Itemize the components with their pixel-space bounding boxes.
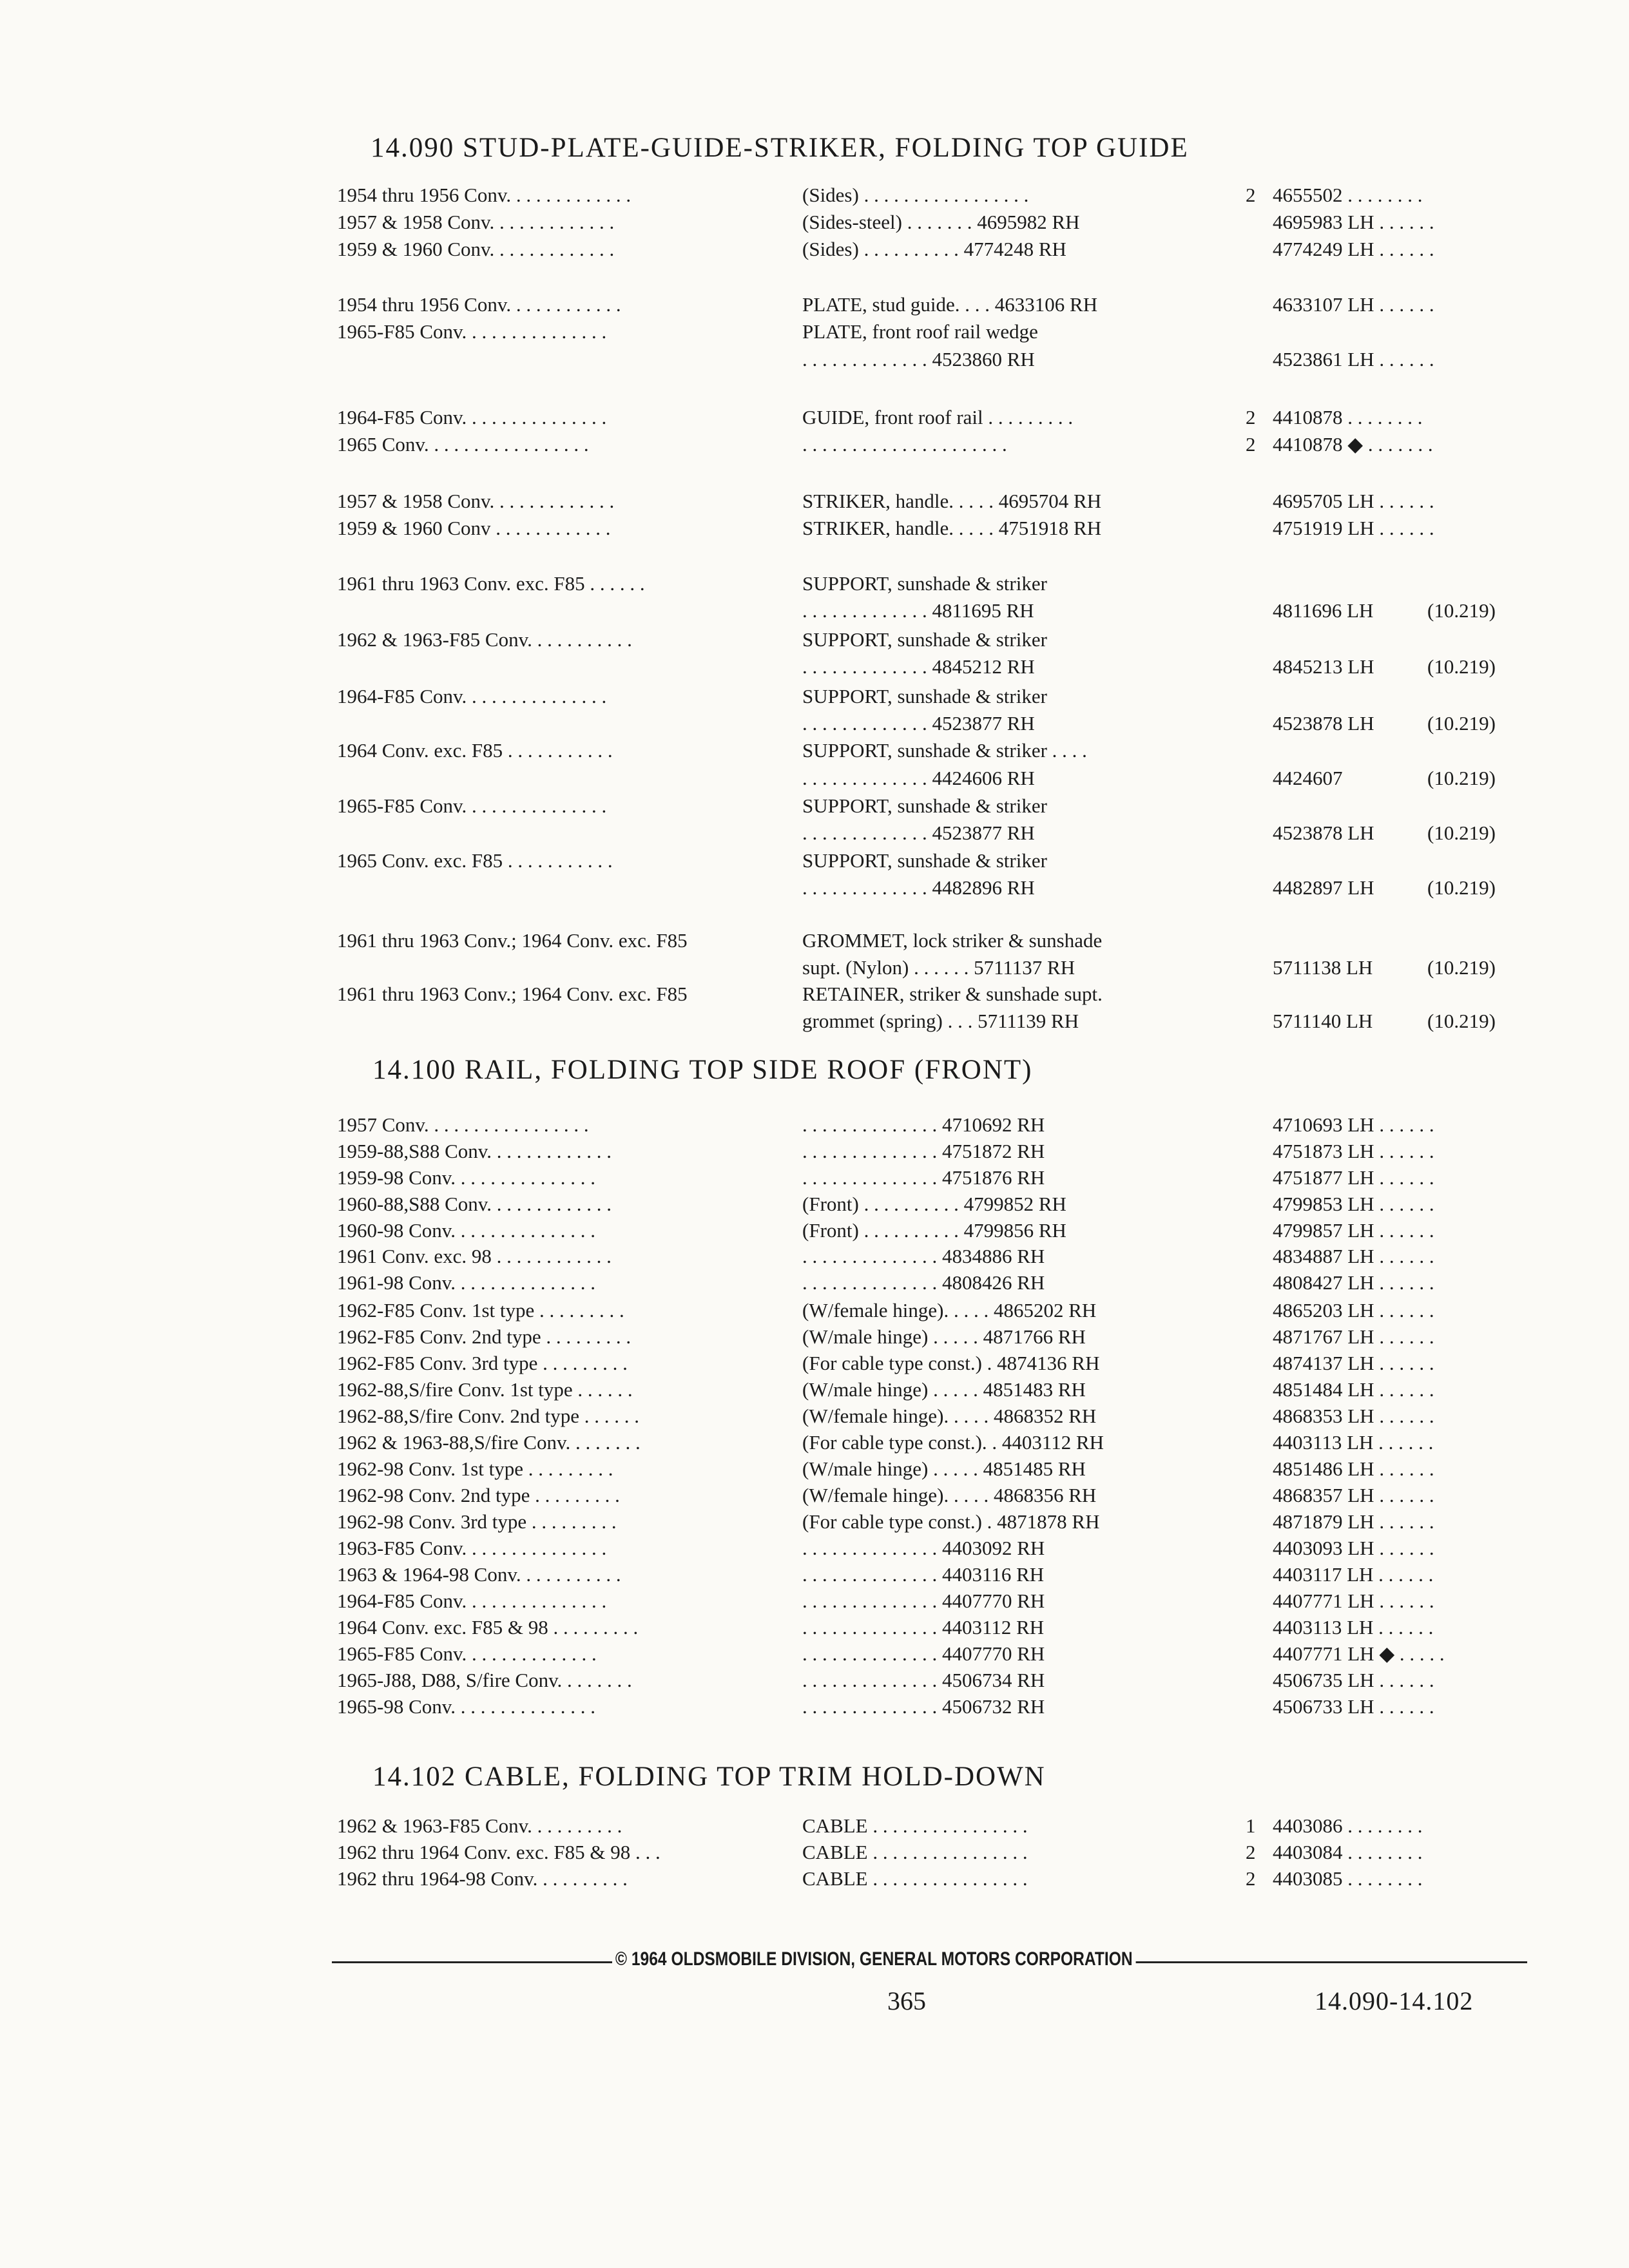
part-qty: 1 bbox=[1246, 1814, 1256, 1837]
part-desc: STRIKER, handle. . . . . 4751918 RH bbox=[802, 517, 1102, 539]
part-lh: 4710693 LH . . . . . . bbox=[1273, 1113, 1434, 1136]
part-lh: 4424607 bbox=[1273, 767, 1343, 789]
part-lh: 4633107 LH . . . . . . bbox=[1273, 293, 1434, 316]
part-row bbox=[0, 293, 1629, 322]
part-lh: 4799857 LH . . . . . . bbox=[1273, 1219, 1434, 1242]
page-number: 365 bbox=[887, 1986, 926, 2015]
part-lh: 4868353 LH . . . . . . bbox=[1273, 1405, 1434, 1427]
part-desc: . . . . . . . . . . . . . . 4403116 RH bbox=[802, 1563, 1045, 1586]
part-row bbox=[0, 238, 1629, 266]
part-row bbox=[0, 1431, 1629, 1459]
part-desc: (For cable type const.). . 4403112 RH bbox=[802, 1431, 1104, 1454]
part-desc: (W/male hinge) . . . . . 4871766 RH bbox=[802, 1325, 1086, 1348]
part-desc: . . . . . . . . . . . . . . 4751876 RH bbox=[802, 1166, 1045, 1189]
part-lh: 4808427 LH . . . . . . bbox=[1273, 1271, 1434, 1294]
part-row bbox=[0, 655, 1629, 684]
part-row bbox=[0, 1867, 1629, 1896]
part-model: 1962 thru 1964-98 Conv. . . . . . . . . . bbox=[337, 1867, 628, 1890]
part-desc: . . . . . . . . . . . . . . . . . . . . . bbox=[802, 433, 1007, 456]
part-desc: SUPPORT, sunshade & striker bbox=[802, 849, 1047, 872]
part-row bbox=[0, 1695, 1629, 1724]
part-row bbox=[0, 1590, 1629, 1618]
part-desc: (W/male hinge) . . . . . 4851483 RH bbox=[802, 1378, 1086, 1401]
part-desc: (For cable type const.) . 4874136 RH bbox=[802, 1352, 1100, 1374]
part-desc: . . . . . . . . . . . . . . 4407770 RH bbox=[802, 1590, 1045, 1612]
part-row bbox=[0, 1616, 1629, 1644]
part-lh: 5711138 LH bbox=[1273, 956, 1373, 979]
part-row bbox=[0, 1010, 1629, 1038]
part-desc: . . . . . . . . . . . . . . 4407770 RH bbox=[802, 1642, 1045, 1665]
part-row bbox=[0, 1669, 1629, 1697]
part-model: 1964-F85 Conv. . . . . . . . . . . . . . . bbox=[337, 1590, 607, 1612]
section-heading-14-090: 14.090 STUD-PLATE-GUIDE-STRIKER, FOLDING TOP GUIDE bbox=[371, 133, 1189, 163]
part-lh: 4403117 LH . . . . . . bbox=[1273, 1563, 1434, 1586]
part-lh: 4523878 LH bbox=[1273, 712, 1374, 735]
part-ref: (10.219) bbox=[1427, 767, 1496, 789]
part-desc: . . . . . . . . . . . . . 4482896 RH bbox=[802, 876, 1035, 899]
part-model: 1964 Conv. exc. F85 . . . . . . . . . . . bbox=[337, 739, 613, 762]
part-model: 1962-F85 Conv. 2nd type . . . . . . . . . bbox=[337, 1325, 631, 1348]
part-model: 1960-98 Conv. . . . . . . . . . . . . . . bbox=[337, 1219, 595, 1242]
part-desc: . . . . . . . . . . . . . 4845212 RH bbox=[802, 655, 1035, 678]
part-lh: 4506733 LH . . . . . . bbox=[1273, 1695, 1434, 1718]
part-lh: 4403093 LH . . . . . . bbox=[1273, 1537, 1434, 1559]
part-lh: 4523878 LH bbox=[1273, 822, 1374, 844]
part-ref: (10.219) bbox=[1427, 655, 1496, 678]
part-lh: 4845213 LH bbox=[1273, 655, 1374, 678]
part-lh: 4871767 LH . . . . . . bbox=[1273, 1325, 1434, 1348]
part-row bbox=[0, 822, 1629, 850]
part-desc: RETAINER, striker & sunshade supt. bbox=[802, 983, 1103, 1005]
part-ref: (10.219) bbox=[1427, 956, 1496, 979]
part-ref: (10.219) bbox=[1427, 1010, 1496, 1032]
part-desc: . . . . . . . . . . . . . . 4403112 RH bbox=[802, 1616, 1045, 1639]
part-desc: SUPPORT, sunshade & striker bbox=[802, 685, 1047, 707]
part-desc: (W/female hinge). . . . . 4865202 RH bbox=[802, 1299, 1097, 1321]
part-row bbox=[0, 348, 1629, 376]
part-row bbox=[0, 184, 1629, 212]
part-row bbox=[0, 1484, 1629, 1512]
part-row bbox=[0, 1563, 1629, 1591]
part-qty: 2 bbox=[1246, 433, 1256, 456]
part-lh: 4851484 LH . . . . . . bbox=[1273, 1378, 1434, 1401]
part-desc: STRIKER, handle. . . . . 4695704 RH bbox=[802, 490, 1102, 512]
part-row bbox=[0, 929, 1629, 957]
part-desc: grommet (spring) . . . 5711139 RH bbox=[802, 1010, 1079, 1032]
part-model: 1965-98 Conv. . . . . . . . . . . . . . . bbox=[337, 1695, 595, 1718]
part-model: 1961-98 Conv. . . . . . . . . . . . . . . bbox=[337, 1271, 595, 1294]
part-model: 1964-F85 Conv. . . . . . . . . . . . . . . bbox=[337, 406, 607, 428]
part-row bbox=[0, 685, 1629, 713]
part-desc: supt. (Nylon) . . . . . . 5711137 RH bbox=[802, 956, 1075, 979]
part-row bbox=[0, 211, 1629, 239]
part-row bbox=[0, 1113, 1629, 1142]
section-range: 14.090-14.102 bbox=[1315, 1986, 1474, 2015]
part-model: 1962 & 1963-F85 Conv. . . . . . . . . . bbox=[337, 1814, 622, 1837]
part-desc: PLATE, front roof rail wedge bbox=[802, 320, 1038, 343]
part-lh: 4865203 LH . . . . . . bbox=[1273, 1299, 1434, 1321]
part-ref: (10.219) bbox=[1427, 876, 1496, 899]
part-desc: (Front) . . . . . . . . . . 4799856 RH bbox=[802, 1219, 1066, 1242]
part-lh: 4874137 LH . . . . . . bbox=[1273, 1352, 1434, 1374]
part-model: 1960-88,S88 Conv. . . . . . . . . . . . . bbox=[337, 1193, 612, 1215]
part-desc: . . . . . . . . . . . . . 4523860 RH bbox=[802, 348, 1035, 370]
part-model: 1961 Conv. exc. 98 . . . . . . . . . . . . bbox=[337, 1245, 612, 1267]
part-model: 1961 thru 1963 Conv. exc. F85 . . . . . . bbox=[337, 572, 645, 595]
part-desc: SUPPORT, sunshade & striker bbox=[802, 572, 1047, 595]
part-row bbox=[0, 1841, 1629, 1869]
part-model: 1962-88,S/fire Conv. 1st type . . . . . . bbox=[337, 1378, 633, 1401]
part-row bbox=[0, 1457, 1629, 1486]
part-row bbox=[0, 1510, 1629, 1539]
part-model: 1963-F85 Conv. . . . . . . . . . . . . . . bbox=[337, 1537, 607, 1559]
part-row bbox=[0, 490, 1629, 518]
part-lh: 4834887 LH . . . . . . bbox=[1273, 1245, 1434, 1267]
part-desc: (Front) . . . . . . . . . . 4799852 RH bbox=[802, 1193, 1066, 1215]
part-model: 1965-J88, D88, S/fire Conv. . . . . . . . bbox=[337, 1669, 632, 1691]
part-desc: (For cable type const.) . 4871878 RH bbox=[802, 1510, 1100, 1533]
part-row bbox=[0, 1814, 1629, 1843]
part-desc: . . . . . . . . . . . . . . 4751872 RH bbox=[802, 1140, 1045, 1162]
part-row bbox=[0, 1299, 1629, 1327]
part-lh: 4407771 LH ◆ . . . . . bbox=[1273, 1642, 1445, 1665]
part-desc: . . . . . . . . . . . . . . 4710692 RH bbox=[802, 1113, 1045, 1136]
part-desc: GUIDE, front roof rail . . . . . . . . . bbox=[802, 406, 1074, 428]
part-lh: 4799853 LH . . . . . . bbox=[1273, 1193, 1434, 1215]
part-lh: 4751873 LH . . . . . . bbox=[1273, 1140, 1434, 1162]
part-desc: CABLE . . . . . . . . . . . . . . . . bbox=[802, 1841, 1028, 1863]
part-qty: 2 bbox=[1246, 184, 1256, 206]
part-model: 1957 Conv. . . . . . . . . . . . . . . . . bbox=[337, 1113, 589, 1136]
part-desc: (W/male hinge) . . . . . 4851485 RH bbox=[802, 1457, 1086, 1480]
section-heading-14-100: 14.100 RAIL, FOLDING TOP SIDE ROOF (FRONT) bbox=[372, 1055, 1033, 1085]
part-row bbox=[0, 406, 1629, 434]
part-desc: . . . . . . . . . . . . . . 4403092 RH bbox=[802, 1537, 1045, 1559]
part-row bbox=[0, 1166, 1629, 1195]
part-desc: . . . . . . . . . . . . . 4523877 RH bbox=[802, 822, 1035, 844]
part-ref: (10.219) bbox=[1427, 712, 1496, 735]
part-desc: CABLE . . . . . . . . . . . . . . . . bbox=[802, 1814, 1028, 1837]
part-model: 1959 & 1960 Conv. . . . . . . . . . . . . bbox=[337, 238, 615, 260]
part-row bbox=[0, 1271, 1629, 1300]
part-row bbox=[0, 1193, 1629, 1221]
copyright-line: © 1964 OLDSMOBILE DIVISION, GENERAL MOTORS CORPORATION bbox=[612, 1948, 1136, 1970]
part-ref: (10.219) bbox=[1427, 599, 1496, 622]
part-desc: SUPPORT, sunshade & striker . . . . bbox=[802, 739, 1087, 762]
part-desc: . . . . . . . . . . . . . 4523877 RH bbox=[802, 712, 1035, 735]
part-row bbox=[0, 876, 1629, 905]
part-model: 1965 Conv. . . . . . . . . . . . . . . . . bbox=[337, 433, 589, 456]
part-row bbox=[0, 517, 1629, 545]
part-model: 1965-F85 Conv. . . . . . . . . . . . . . bbox=[337, 1642, 597, 1665]
part-model: 1962-F85 Conv. 1st type . . . . . . . . . bbox=[337, 1299, 624, 1321]
part-model: 1965 Conv. exc. F85 . . . . . . . . . . . bbox=[337, 849, 613, 872]
part-model: 1962-98 Conv. 3rd type . . . . . . . . . bbox=[337, 1510, 617, 1533]
part-row bbox=[0, 983, 1629, 1011]
part-model: 1962-98 Conv. 2nd type . . . . . . . . . bbox=[337, 1484, 620, 1506]
part-row bbox=[0, 1537, 1629, 1565]
part-model: 1954 thru 1956 Conv. . . . . . . . . . . . . bbox=[337, 184, 631, 206]
part-desc: CABLE . . . . . . . . . . . . . . . . bbox=[802, 1867, 1028, 1890]
part-model: 1965-F85 Conv. . . . . . . . . . . . . . . bbox=[337, 320, 607, 343]
part-row bbox=[0, 1245, 1629, 1273]
part-row bbox=[0, 1642, 1629, 1671]
part-lh: 4851486 LH . . . . . . bbox=[1273, 1457, 1434, 1480]
part-ref: (10.219) bbox=[1427, 822, 1496, 844]
part-model: 1962-98 Conv. 1st type . . . . . . . . . bbox=[337, 1457, 613, 1480]
part-row bbox=[0, 849, 1629, 878]
part-lh: 4403084 . . . . . . . . bbox=[1273, 1841, 1423, 1863]
part-desc: GROMMET, lock striker & sunshade bbox=[802, 929, 1103, 952]
part-model: 1957 & 1958 Conv. . . . . . . . . . . . . bbox=[337, 490, 615, 512]
part-row bbox=[0, 1325, 1629, 1354]
part-model: 1965-F85 Conv. . . . . . . . . . . . . . . bbox=[337, 794, 607, 817]
part-row bbox=[0, 1140, 1629, 1168]
part-model: 1959-98 Conv. . . . . . . . . . . . . . . bbox=[337, 1166, 595, 1189]
part-desc: SUPPORT, sunshade & striker bbox=[802, 628, 1047, 651]
section-heading-14-102: 14.102 CABLE, FOLDING TOP TRIM HOLD-DOWN bbox=[372, 1762, 1046, 1792]
part-lh: 4506735 LH . . . . . . bbox=[1273, 1669, 1434, 1691]
part-model: 1962-88,S/fire Conv. 2nd type . . . . . . bbox=[337, 1405, 639, 1427]
part-desc: PLATE, stud guide. . . . 4633106 RH bbox=[802, 293, 1098, 316]
part-lh: 4774249 LH . . . . . . bbox=[1273, 238, 1434, 260]
part-lh: 4811696 LH bbox=[1273, 599, 1374, 622]
part-desc: . . . . . . . . . . . . . 4811695 RH bbox=[802, 599, 1034, 622]
part-lh: 4695705 LH . . . . . . bbox=[1273, 490, 1434, 512]
part-model: 1962 & 1963-88,S/fire Conv. . . . . . . . bbox=[337, 1431, 641, 1454]
part-row bbox=[0, 433, 1629, 461]
part-qty: 2 bbox=[1246, 1867, 1256, 1890]
part-desc: (W/female hinge). . . . . 4868356 RH bbox=[802, 1484, 1097, 1506]
part-lh: 4751919 LH . . . . . . bbox=[1273, 517, 1434, 539]
part-desc: (W/female hinge). . . . . 4868352 RH bbox=[802, 1405, 1097, 1427]
part-model: 1961 thru 1963 Conv.; 1964 Conv. exc. F85 bbox=[337, 983, 688, 1005]
part-model: 1964-F85 Conv. . . . . . . . . . . . . . . bbox=[337, 685, 607, 707]
part-desc: SUPPORT, sunshade & striker bbox=[802, 794, 1047, 817]
part-row bbox=[0, 767, 1629, 795]
part-lh: 5711140 LH bbox=[1273, 1010, 1373, 1032]
part-row bbox=[0, 956, 1629, 985]
part-lh: 4410878 ◆ . . . . . . . bbox=[1273, 433, 1433, 456]
part-lh: 4403085 . . . . . . . . bbox=[1273, 1867, 1423, 1890]
part-lh: 4403086 . . . . . . . . bbox=[1273, 1814, 1423, 1837]
part-lh: 4410878 . . . . . . . . bbox=[1273, 406, 1423, 428]
part-lh: 4655502 . . . . . . . . bbox=[1273, 184, 1423, 206]
part-model: 1961 thru 1963 Conv.; 1964 Conv. exc. F85 bbox=[337, 929, 688, 952]
part-lh: 4482897 LH bbox=[1273, 876, 1374, 899]
part-lh: 4403113 LH . . . . . . bbox=[1273, 1431, 1434, 1454]
part-row bbox=[0, 712, 1629, 740]
part-desc: (Sides) . . . . . . . . . . 4774248 RH bbox=[802, 238, 1066, 260]
part-row bbox=[0, 794, 1629, 823]
part-qty: 2 bbox=[1246, 1841, 1256, 1863]
part-desc: (Sides-steel) . . . . . . . 4695982 RH bbox=[802, 211, 1080, 233]
part-row bbox=[0, 1405, 1629, 1433]
part-lh: 4751877 LH . . . . . . bbox=[1273, 1166, 1434, 1189]
part-desc: . . . . . . . . . . . . . . 4834886 RH bbox=[802, 1245, 1045, 1267]
part-row bbox=[0, 572, 1629, 601]
part-model: 1964 Conv. exc. F85 & 98 . . . . . . . . . bbox=[337, 1616, 639, 1639]
part-qty: 2 bbox=[1246, 406, 1256, 428]
part-row bbox=[0, 739, 1629, 767]
part-row bbox=[0, 320, 1629, 349]
part-desc: . . . . . . . . . . . . . . 4506732 RH bbox=[802, 1695, 1045, 1718]
part-model: 1963 & 1964-98 Conv. . . . . . . . . . . bbox=[337, 1563, 621, 1586]
part-desc: (Sides) . . . . . . . . . . . . . . . . . bbox=[802, 184, 1029, 206]
part-model: 1962-F85 Conv. 3rd type . . . . . . . . . bbox=[337, 1352, 628, 1374]
part-lh: 4403113 LH . . . . . . bbox=[1273, 1616, 1434, 1639]
part-model: 1959-88,S88 Conv. . . . . . . . . . . . . bbox=[337, 1140, 612, 1162]
part-row bbox=[0, 1378, 1629, 1407]
part-desc: . . . . . . . . . . . . . . 4808426 RH bbox=[802, 1271, 1045, 1294]
part-row bbox=[0, 1352, 1629, 1380]
part-model: 1959 & 1960 Conv . . . . . . . . . . . . bbox=[337, 517, 611, 539]
part-row bbox=[0, 628, 1629, 657]
part-lh: 4407771 LH . . . . . . bbox=[1273, 1590, 1434, 1612]
part-model: 1962 & 1963-F85 Conv. . . . . . . . . . . bbox=[337, 628, 632, 651]
part-model: 1962 thru 1964 Conv. exc. F85 & 98 . . . bbox=[337, 1841, 660, 1863]
part-row bbox=[0, 1219, 1629, 1247]
part-desc: . . . . . . . . . . . . . 4424606 RH bbox=[802, 767, 1035, 789]
part-lh: 4871879 LH . . . . . . bbox=[1273, 1510, 1434, 1533]
part-row bbox=[0, 599, 1629, 628]
part-lh: 4523861 LH . . . . . . bbox=[1273, 348, 1434, 370]
part-desc: . . . . . . . . . . . . . . 4506734 RH bbox=[802, 1669, 1045, 1691]
part-model: 1957 & 1958 Conv. . . . . . . . . . . . . bbox=[337, 211, 615, 233]
part-model: 1954 thru 1956 Conv. . . . . . . . . . . . bbox=[337, 293, 621, 316]
part-lh: 4695983 LH . . . . . . bbox=[1273, 211, 1434, 233]
part-lh: 4868357 LH . . . . . . bbox=[1273, 1484, 1434, 1506]
